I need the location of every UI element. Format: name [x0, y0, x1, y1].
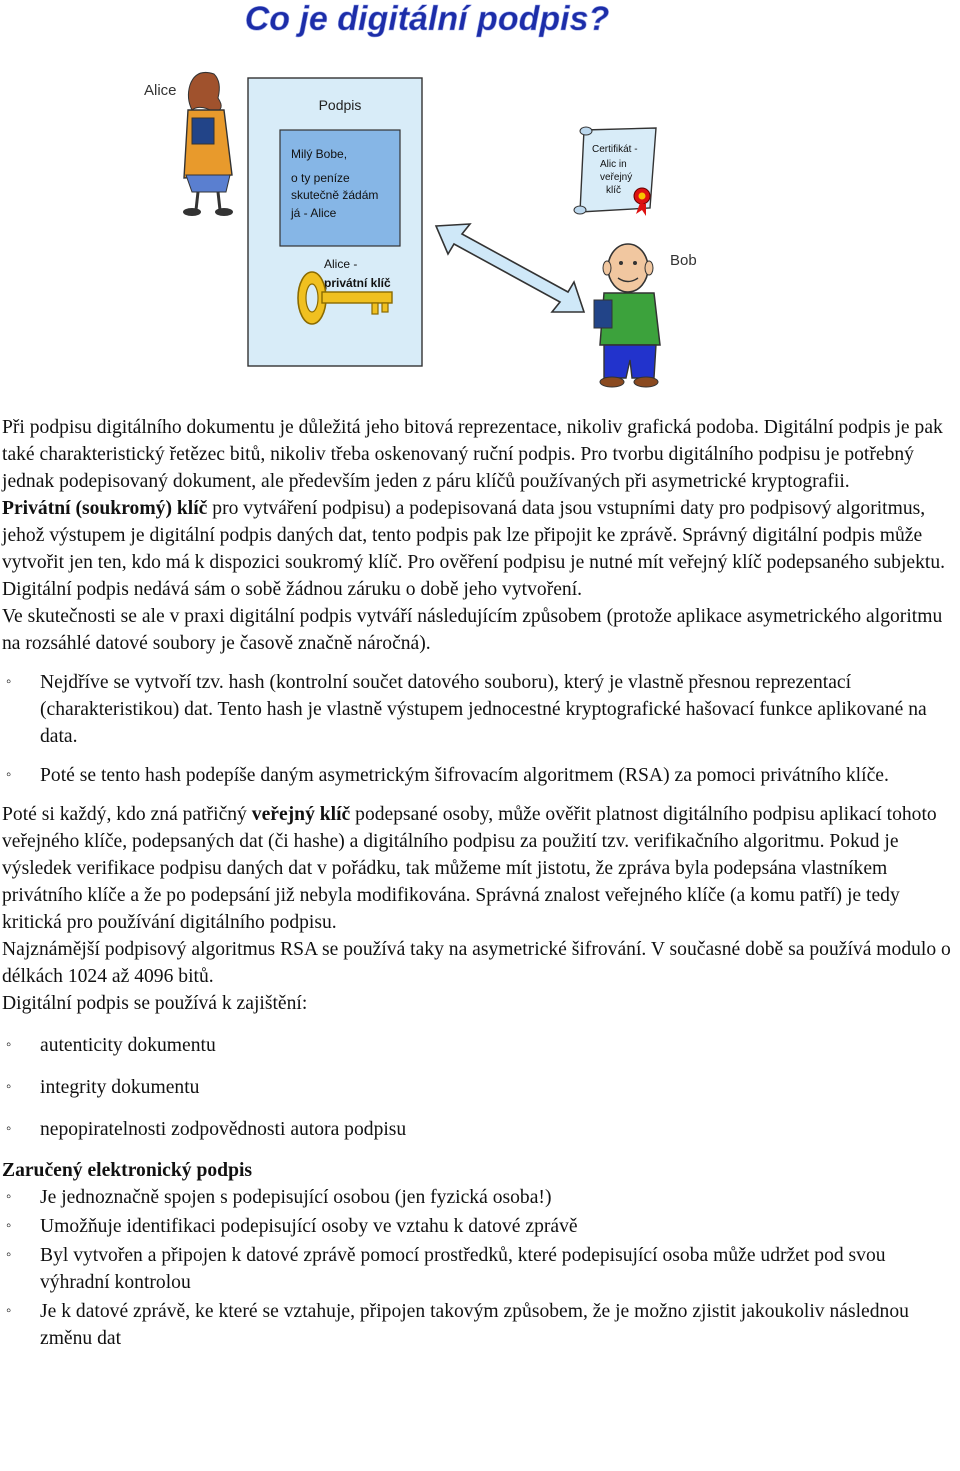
section-heading: Zaručený elektronický podpis — [2, 1160, 253, 1181]
list-item — [2, 1116, 960, 1143]
list-item-text: Nejdříve se vytvoří tzv. hash (kontrolní součet datového souboru), který je vlastně přesnou reprezentací (charakteristikou) dat. Tento hash je vlastně výstupem jednocestné kryptografické hašovací funkce aplikované na data. — [40, 672, 927, 747]
letter-line-1: Milý Bobe, — [291, 147, 348, 161]
bullet-icon: ◦ — [6, 1218, 12, 1234]
document-title: Podpis — [318, 97, 362, 113]
bullet-icon: ◦ — [6, 674, 12, 690]
list-item-text: nepopiratelnosti zodpovědnosti autora podpisu — [40, 1119, 407, 1140]
certificate-line-1: Certifikát - — [592, 144, 638, 155]
list-item-text: Je k datové zprávě, ke které se vztahuje, připojen takovým způsobem, že je možno zjistit jakoukoliv následnou změnu dat — [40, 1301, 909, 1349]
list-item-text: Byl vytvořen a připojen k datové zprávě pomocí prostředků, které podepisující osoba může udržet pod svou výhradní kontrolou — [40, 1245, 886, 1293]
private-key-term: Privátní (soukromý) klíč — [2, 498, 208, 519]
paragraph-2 — [2, 495, 960, 603]
list-item-text: Je jednoznačně spojen s podepisující osobou (jen fyzická osoba!) — [40, 1187, 552, 1208]
paragraph-2-text: pro vytváření podpisu) a podepisovaná data jsou vstupními daty pro podpisový algoritmus, jehož výstupem je digitální podpis daných dat, tento podpis pak lze připojit ke zprávě. Správný digitální podpis může vytvořit jen ten, kdo má k dispozici soukromý klíč. Pro ověření podpisu je nutné mít veřejný klíč podepsaného subjektu. Digitální podpis nedává sám o sobě žádnou záruku o době jeho vytvoření. — [2, 498, 946, 600]
certificate-line-4: klíč — [606, 185, 621, 196]
certificate-line-2: Alic in — [600, 159, 627, 170]
certificate-line-3: veřejný — [600, 172, 633, 183]
bullet-icon: ◦ — [6, 767, 12, 783]
bob-figure — [594, 244, 660, 387]
list-item — [2, 1032, 960, 1059]
letter-line-3: skutečně žádám — [291, 188, 379, 202]
paragraph-4-text: podepsané osoby, může ověřit platnost digitálního podpisu aplikací tohoto veřejného klíče, podepsaných dat (či hashe) a digitálního podpisu za použití tzv. verifikačního algoritmu. Pokud je výsledek verifikace podpisu daných dat v pořádku, tak můžeme mít jistotu, že zpráva byla podepsána vlastníkem privátního klíče a že po podepsání již nebyla modifikována. Správná znalost veřejného klíče (a komu patří) je tedy kritická pro používání digitálního podpisu. — [2, 804, 937, 933]
paragraph-4-intro: Poté si každý, kdo zná patřičný — [2, 804, 252, 825]
list-item — [2, 669, 960, 750]
bob-label: Bob — [670, 252, 697, 269]
list-item — [2, 1242, 960, 1296]
exchange-arrow-icon — [436, 224, 584, 312]
bullet-icon: ◦ — [6, 1189, 12, 1205]
list-item-text: Umožňuje identifikaci podepisující osoby ve vztahu k datové zprávě — [40, 1216, 578, 1237]
qualified-signature-list — [2, 1184, 960, 1352]
letter-line-4: já - Alice — [291, 206, 337, 220]
key-label-line-2: privátní klíč — [324, 276, 391, 290]
list-item-text: integrity dokumentu — [40, 1077, 200, 1098]
list-item-text: autenticity dokumentu — [40, 1035, 216, 1056]
bullet-icon: ◦ — [6, 1303, 12, 1319]
list-item — [2, 1184, 960, 1211]
bullet-icon: ◦ — [6, 1247, 12, 1263]
article-body — [2, 414, 960, 1352]
list-item — [2, 1074, 960, 1101]
alice-figure — [183, 72, 233, 216]
list-item-text: Poté se tento hash podepíše daným asymetrickým šifrovacím algoritmem (RSA) za pomoci privátního klíče. — [40, 765, 889, 786]
bullet-icon: ◦ — [6, 1079, 12, 1095]
list-item — [2, 1213, 960, 1240]
key-label-line-1: Alice - — [324, 257, 358, 271]
paragraph-4 — [2, 801, 960, 936]
illustration-title: Co je digitální podpis? — [244, 0, 610, 38]
paragraph-5: Najznámější podpisový algoritmus RSA se používá taky na asymetrické šifrování. V současné době sa používá modulo o délkách 1024 až 4096 bitů. — [2, 939, 951, 987]
process-steps-list — [2, 669, 960, 789]
list-item — [2, 762, 960, 789]
digital-signature-illustration — [0, 0, 960, 400]
alice-label: Alice — [144, 82, 177, 99]
bullet-icon: ◦ — [6, 1037, 12, 1053]
paragraph-3: Ve skutečnosti se ale v praxi digitální podpis vytváří následujícím způsobem (protože aplikace asymetrického algoritmu na rozsáhlé datové soubory je časově značně náročná). — [2, 606, 943, 654]
public-key-term: veřejný klíč — [251, 804, 351, 825]
paragraph-6: Digitální podpis se používá k zajištění: — [2, 993, 308, 1014]
paragraph-1: Při podpisu digitálního dokumentu je důležitá jeho bitová reprezentace, nikoliv grafická podoba. Digitální podpis je pak také charakteristický řetězec bitů, nikoliv třeba oskenovaný ruční podpis. Pro tvorbu digitálního podpisu je potřebný jednak podepisovaný dokument, ale především jeden z páru klíčů používaných při asymetrické kryptografii. — [2, 417, 943, 492]
letter-line-2: o ty peníze — [291, 171, 350, 185]
purposes-list — [2, 1032, 960, 1143]
list-item — [2, 1298, 960, 1352]
bullet-icon: ◦ — [6, 1121, 12, 1137]
